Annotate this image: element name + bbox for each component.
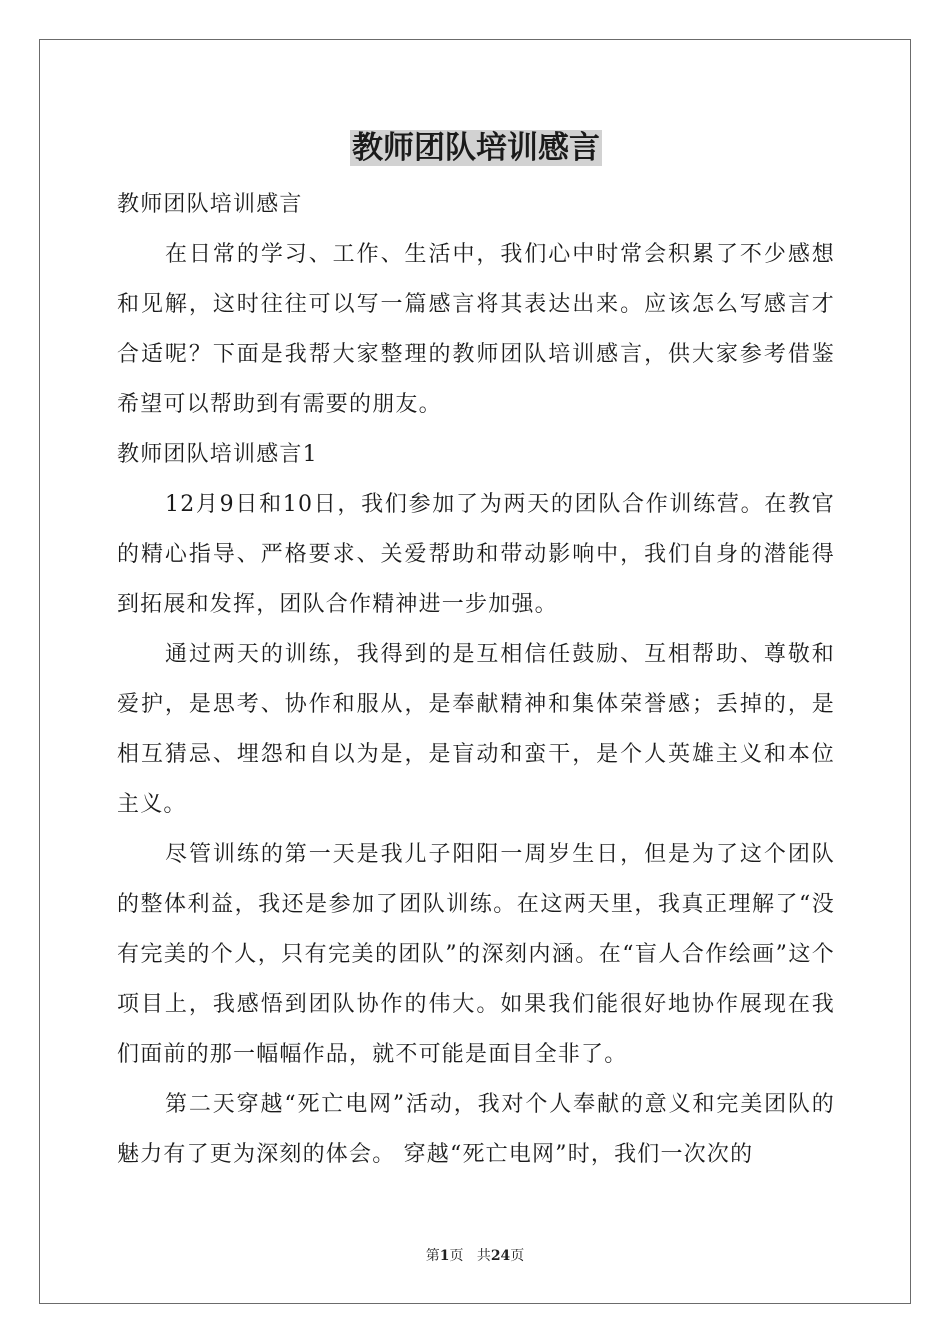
total-prefix: 共 [476, 1248, 491, 1264]
document-title [117, 126, 835, 170]
title-highlight: 教师团队培训感言 [352, 130, 600, 166]
page-prefix: 第 [425, 1248, 440, 1264]
page-number: 1 [439, 1248, 450, 1264]
body-paragraph-2: 通过两天的训练，我得到的是互相信任鼓励、互相帮助、尊敬和爱护，是思考、协作和服从，是奉献精神和集体荣誉感；丢掉的，是相互猜忌、埋怨和自以为是，是盲动和蛮干，是个人英雄主义和本位主义。 [117, 642, 835, 817]
body-paragraph-1: 12月9日和10日，我们参加了为两天的团队合作训练营。在教官的精心指导、严格要求、关爱帮助和带动影响中，我们自身的潜能得到拓展和发挥，团队合作精神进一步加强。 [117, 492, 835, 617]
total-suffix: 页 [510, 1248, 525, 1264]
document-body [117, 180, 835, 1180]
page-suffix: 页 [449, 1248, 464, 1264]
body-paragraph-4: 第二天穿越“死亡电网”活动，我对个人奉献的意义和完美团队的魅力有了更为深刻的体会。 穿越“死亡电网”时，我们一次次的 [117, 1092, 835, 1167]
total-pages: 24 [490, 1248, 511, 1264]
page-footer [0, 1245, 950, 1265]
body-paragraph-3: 尽管训练的第一天是我儿子阳阳一周岁生日，但是为了这个团队的整体利益，我还是参加了团队训练。在这两天里，我真正理解了“没有完美的个人，只有完美的团队”的深刻内涵。在“盲人合作绘画”这个项目上，我感悟到团队协作的伟大。如果我们能很好地协作展现在我们面前的那一幅幅作品，就不可能是面目全非了。 [117, 842, 835, 1067]
intro-paragraph: 在日常的学习、工作、生活中，我们心中时常会积累了不少感想和见解，这时往往可以写一篇感言将其表达出来。应该怎么写感言才合适呢？下面是我帮大家整理的教师团队培训感言，供大家参考借鉴希望可以帮助到有需要的朋友。 [117, 242, 835, 417]
section-heading-1: 教师团队培训感言1 [117, 442, 318, 467]
intro-heading: 教师团队培训感言 [117, 192, 303, 217]
